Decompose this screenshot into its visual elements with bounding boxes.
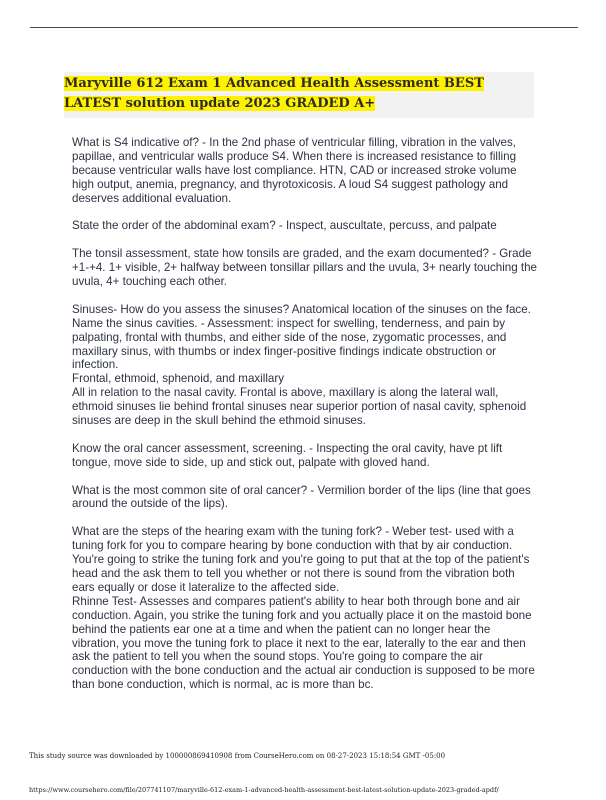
top-divider <box>30 27 578 28</box>
paragraph-sinus-names: Frontal, ethmoid, sphenoid, and maxillary <box>72 372 285 386</box>
paragraph-s4: What is S4 indicative of? - In the 2nd phase of ventricular filling, vibration in the valves, papillae, and ventricular walls produce S4. When there is increased resistance to filling because ventricular walls have lost compliance. HTN, CAD or increased stroke volume high output, anemia, pregnancy, and thyrotoxicosis. A loud S4 suggest pathology and deserves additional evaluation. <box>72 136 517 205</box>
paragraph-tonsil-assessment: The tonsil assessment, state how tonsils are graded, and the exam documented? - Grade +1-+4. 1+ visible, 2+ halfway between tonsillar pillars and the uvula, 3+ nearly touching the uvula, 4+ touching each other. <box>72 247 538 289</box>
footer-download-note: This study source was downloaded by 100000869410908 from CourseHero.com on 08-27-2023 15:18:54 GMT -05:00 <box>29 752 446 760</box>
paragraph-oral-cancer-site: What is the most common site of oral cancer? - Vermilion border of the lips (line that goes around the outside of the lips). <box>72 483 531 511</box>
document-body <box>72 136 540 706</box>
paragraph-oral-cancer-assessment: Know the oral cancer assessment, screening. - Inspecting the oral cavity, have pt lift tongue, move side to side, up and stick out, palpate with gloved hand. <box>72 441 503 469</box>
paragraph-sinuses: Sinuses- How do you assess the sinuses? Anatomical location of the sinuses on the face. Name the sinus cavities. - Assessment: inspect for swelling, tenderness, and pain by palpating, frontal with thumbs, and either side of the nose, zygomatic processes, and maxillary sinus, with thumbs or index finger-positive findings indicate obstruction or infection. <box>72 302 531 372</box>
document-title <box>64 74 534 114</box>
paragraph-abdominal-exam: State the order of the abdominal exam? - Inspect, auscultate, percuss, and palpate <box>72 219 497 233</box>
paragraph-weber-test: What are the steps of the hearing exam with the tuning fork? - Weber test- used with a tuning fork for you to compare hearing by bone conduction with that by air conduction. You're going to strike the tuning fork and you're going to put that at the top of the patient's head and the ask them to tell you whether or not there is sound from the vibration both ears equally or dose it lateralize to the affected side. <box>72 525 530 594</box>
paragraph-sinus-locations: All in relation to the nasal cavity. Frontal is above, maxillary is along the lateral wall, ethmoid sinuses lie behind frontal sinuses near superior portion of nasal cavity, sphenoid sinuses are deep in the skull behind the ethmoid sinuses. <box>72 386 527 428</box>
document-title-box <box>64 72 534 118</box>
footer-url-link[interactable]: https://www.coursehero.com/file/207741107/maryville-612-exam-1-advanced-health-assessment-best-latest-solution-update-2023-graded-apdf/ <box>29 786 499 794</box>
paragraph-rinne-test: Rhinne Test- Assesses and compares patient's ability to hear both through bone and air conduction. Again, you strike the tuning fork and you actually place it on the mastoid bone behind the patients ear one at a time and when the patient can no longer hear the vibration, you move the tuning fork to place it next to the ear, laterally to the ear and then ask the patient to tell you when the sound stops. You're going to compare the air conduction with the bone conduction and the actual air conduction is supposed to be more than bone conduction, which is normal, ac is more than bc. <box>72 594 535 692</box>
document-title-highlight: Maryville 612 Exam 1 Advanced Health Assessment BEST LATEST solution update 2023 GRADED A+ <box>64 76 484 111</box>
